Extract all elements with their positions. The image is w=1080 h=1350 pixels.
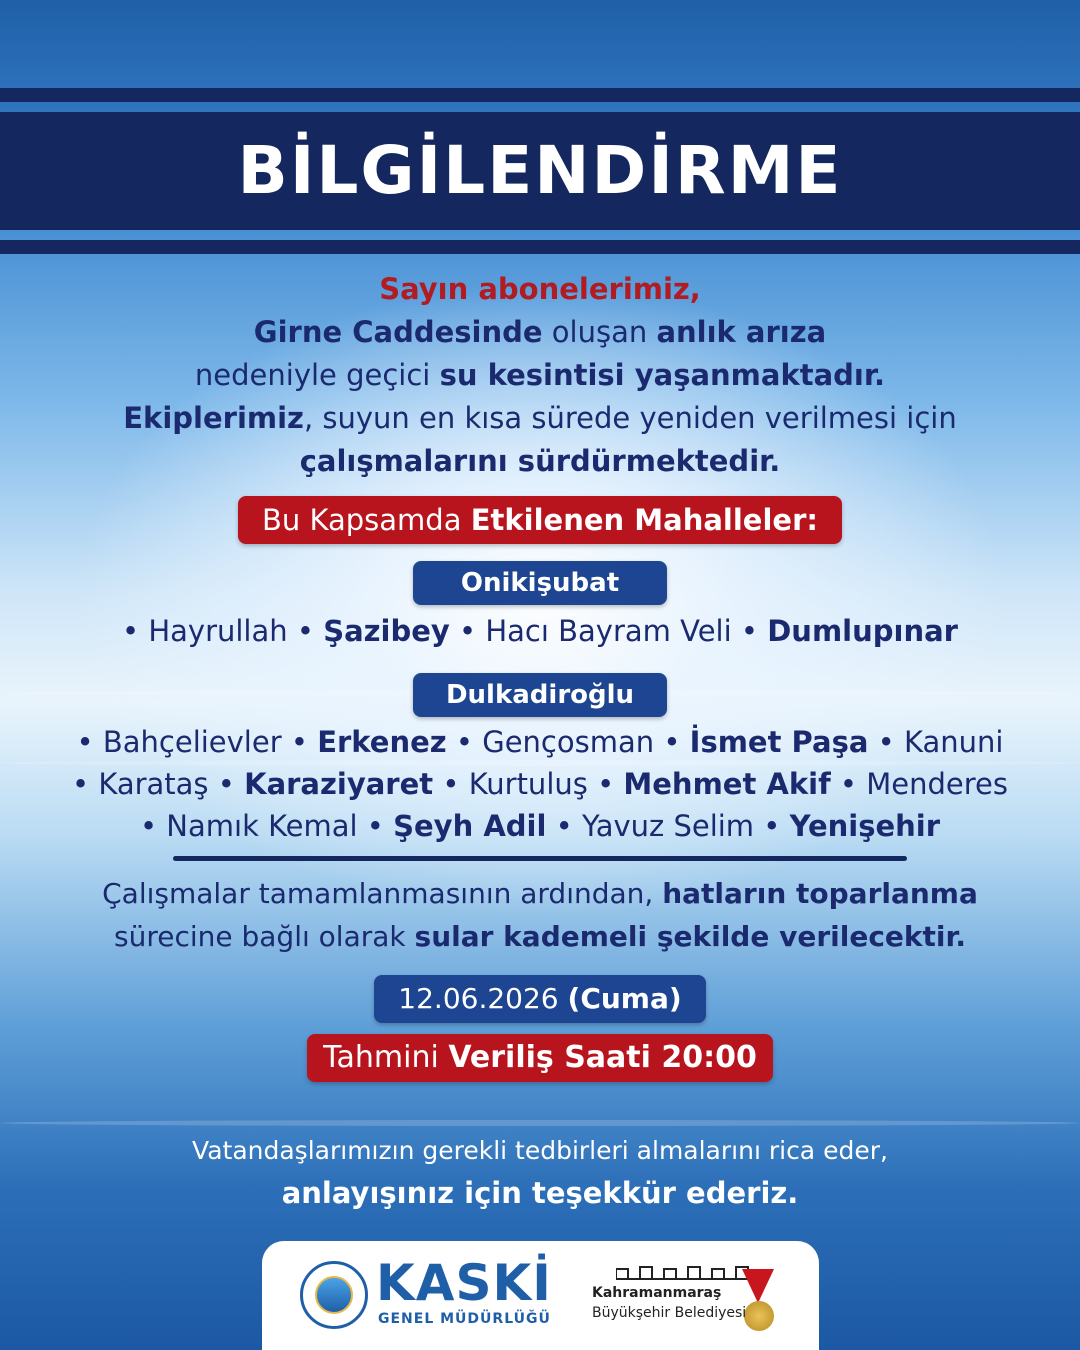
district2-list (0, 721, 1080, 847)
medal-ribbon-icon (742, 1269, 774, 1303)
header-stripe-bottom (0, 240, 1080, 254)
medal-icon (744, 1301, 774, 1331)
municipality-name-2: Büyükşehir Belediyesi (592, 1305, 747, 1321)
district-onikisubat (0, 561, 1080, 605)
closing-line-2: anlayışınız için teşekkür ederiz. (281, 1176, 799, 1210)
intro-line-2: Girne Caddesinde oluşan anlık arıza (253, 315, 827, 349)
district2-row-1: • Bahçelievler • Erkenez • Gençosman • İsmet Paşa • Kanuni (76, 725, 1004, 759)
date-pill: 12.06.2026 (Cuma) (374, 975, 705, 1023)
intro-line-3: nedeniyle geçici su kesintisi yaşanmaktadır. (194, 358, 886, 392)
header-stripe-top (0, 88, 1080, 102)
time-banner (0, 1034, 1080, 1082)
greeting: Sayın abonelerimiz, (379, 272, 701, 306)
completion-paragraph (0, 872, 1080, 958)
section-divider (173, 856, 907, 861)
kaski-logo-subtext: GENEL MÜDÜRLÜĞÜ (378, 1311, 551, 1327)
district2-row-3: • Namık Kemal • Şeyh Adil • Yavuz Selim • Yenişehir (139, 809, 941, 843)
district-dulkadiroglu (0, 673, 1080, 717)
completion-line-2: sürecine bağlı olarak sular kademeli şekilde verilecektir. (114, 920, 966, 953)
water-wave (0, 1120, 1080, 1126)
closing-line-1: Vatandaşlarımızın gerekli tedbirleri almalarını rica eder, (192, 1136, 888, 1165)
kaski-emblem-icon (300, 1261, 368, 1329)
intro-line-4: Ekiplerimiz, suyun en kısa sürede yeniden verilmesi için (123, 401, 957, 435)
intro-paragraph (0, 268, 1080, 483)
intro-line-5: çalışmalarını sürdürmektedir. (299, 444, 781, 478)
completion-line-1: Çalışmalar tamamlanmasının ardından, hatların toparlanma (102, 877, 978, 910)
district-label: Onikişubat (413, 561, 667, 605)
municipality-name-1: Kahramanmaraş (592, 1285, 722, 1301)
district2-row-2: • Karataş • Karaziyaret • Kurtuluş • Mehmet Akif • Menderes (71, 767, 1008, 801)
district1-list: • Hayrullah • Şazibey • Hacı Bayram Veli • Dumlupınar (122, 614, 958, 648)
page-title: BİLGİLENDİRME (0, 112, 1080, 230)
logo-panel (262, 1241, 819, 1350)
district-label: Dulkadiroğlu (413, 673, 667, 717)
affected-pill: Bu Kapsamda Etkilenen Mahalleler: (238, 496, 842, 544)
affected-banner (0, 496, 1080, 544)
date-banner (0, 975, 1080, 1023)
time-pill: Tahmini Veriliş Saati 20:00 (307, 1034, 773, 1082)
kaski-logo-text: KASKİ (376, 1254, 552, 1312)
